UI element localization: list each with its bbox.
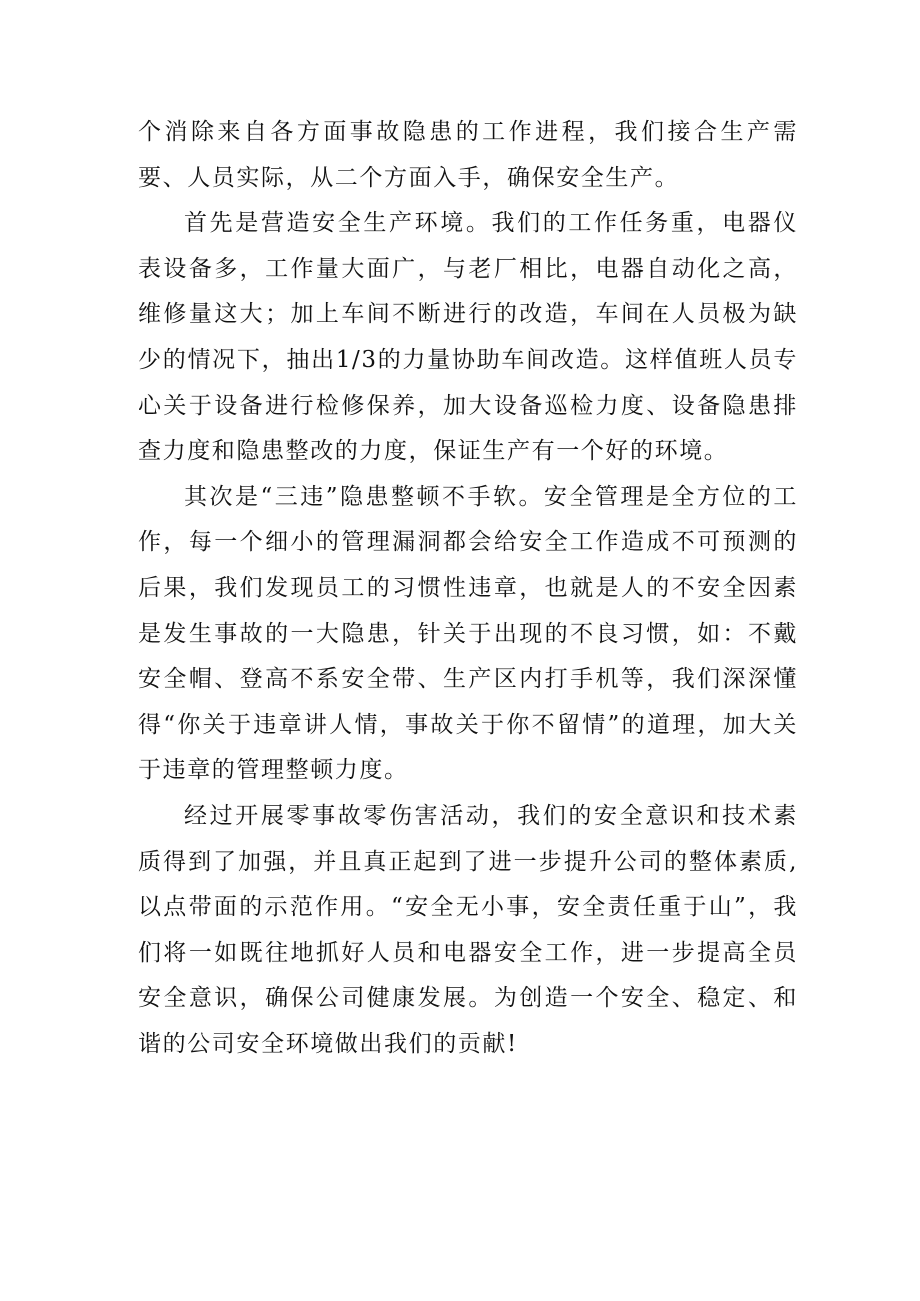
paragraph-environment: 首先是营造安全生产环境。我们的工作任务重，电器仪表设备多，工作量大面广，与老厂相比，电器自动化之高，维修量这大；加上车间不断进行的改造，车间在人员极为缺少的情况下，抽出1/3的力量协助车间改造。这样值班人员专心关于设备进行检修保养，加大设备巡检力度、设备隐患排查力度和隐患整改的力度，保证生产有一个好的环境。 bbox=[138, 210, 798, 465]
paragraph-conclusion: 经过开展零事故零伤害活动，我们的安全意识和技术素质得到了加强，并且真正起到了进一步提升公司的整体素质,以点带面的示范作用。“安全无小事，安全责任重于山”，我们将一如既往地抓好人员和电器安全工作，进一步提高全员安全意识，确保公司健康发展。为创造一个安全、稳定、和谐的公司安全环境做出我们的贡献! bbox=[138, 802, 798, 1057]
paragraph-continuation: 个消除来自各方面事故隐患的工作进程，我们接合生产需要、人员实际，从二个方面入手，确保安全生产。 bbox=[138, 119, 798, 191]
paragraph-three-violations: 其次是“三违”隐患整顿不手软。安全管理是全方位的工作，每一个细小的管理漏洞都会给安全工作造成不可预测的后果，我们发现员工的习惯性违章，也就是人的不安全因素是发生事故的一大隐患，针关于出现的不良习惯，如：不戴安全帽、登高不系安全带、生产区内打手机等，我们深深懂得“你关于违章讲人情，事故关于你不留情”的道理，加大关于违章的管理整顿力度。 bbox=[138, 483, 798, 784]
document-body bbox=[138, 110, 798, 1067]
